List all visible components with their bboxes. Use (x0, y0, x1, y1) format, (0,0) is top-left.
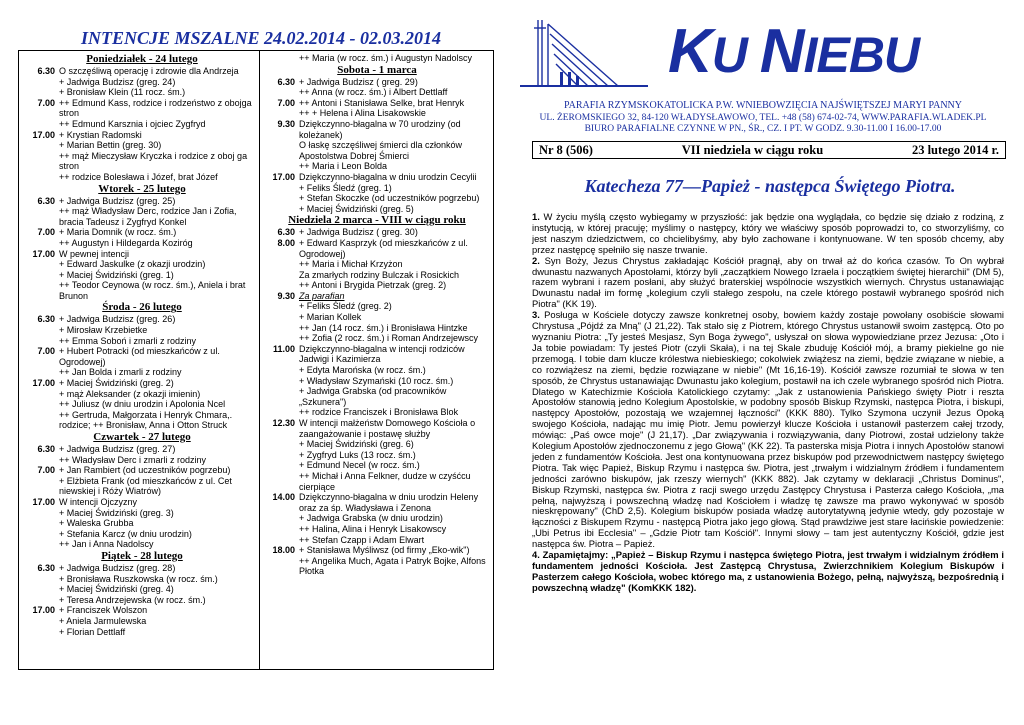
mass-intention-text: + Feliks Śledź (greg. 2) (299, 301, 392, 312)
mass-time (23, 410, 59, 431)
mass-intention-line (23, 66, 261, 77)
mass-intention-text: + Maciej Świdziński (greg. 6) (299, 439, 414, 450)
mass-intention-text: + Maria Domnik (w rocz. śm.) (59, 227, 177, 238)
mass-intention-line (263, 140, 491, 161)
mass-intention-line (23, 455, 261, 466)
mass-time (263, 376, 299, 387)
mass-intention-line (263, 301, 491, 312)
mass-intention-line (263, 460, 491, 471)
mass-intention-line (263, 227, 491, 238)
mass-intention-text: O łaskę szczęśliwej śmierci dla członków Apostolstwa Dobrej Śmierci (299, 140, 463, 161)
mass-time (23, 455, 59, 466)
mass-intention-line (23, 325, 261, 336)
mass-intention-text: + Feliks Śledź (greg. 1) (299, 182, 392, 193)
mass-intention-line (23, 270, 261, 281)
mass-intention-line (263, 259, 491, 270)
mass-intention-line (23, 465, 261, 476)
mass-intention-text: ++ Jan (14 rocz. śm.) i Bronisława Hintzke (299, 322, 468, 333)
mass-intention-text: + Maciej Świdziński (greg. 5) (299, 203, 414, 214)
mass-intention-line (263, 365, 491, 376)
day-heading: Wtorek - 25 lutego (98, 182, 186, 195)
mass-time (263, 460, 299, 471)
mass-intention-line (263, 183, 491, 194)
mass-time: 7.00 (37, 227, 55, 238)
mass-time (23, 529, 59, 540)
mass-intention-text: + Maciej Świdziński (greg. 3) (59, 507, 174, 518)
article-paragraph: 4. Zapamiętajmy: „Papież – Biskup Rzymu i następca świętego Piotra, jest trwałym i widzialnym źródłem i fundamentem jedności Kościoła. Jest Zastępcą Chrystusa, Zwierzchnikiem Kolegium Biskupów i Pasterzem całego Kościoła, wobec którego ma, z ustanowienia Bożego, pełną, najwyższą, bezpośrednią i powszechną władzę" (KomKKK 182). (532, 549, 1004, 593)
mass-intention-text: ++ Antoni i Stanisława Selke, brat Henryk (299, 97, 465, 108)
mass-intention-text: + Krystian Radomski (59, 129, 142, 140)
mass-intention-text: + Bronisława Ruszkowska (w rocz. śm.) (59, 573, 218, 584)
mass-intention-text: + Bronisław Klein (11 rocz. śm.) (59, 87, 186, 98)
article-paragraph: 2. Syn Boży, Jezus Chrystus zakładając Kościół pragnął, aby on trwał aż do końca czasów. To On wybrał dwunastu nazwanych Apostołami, którzy byli „zaczątkiem Nowego Izraela i początkiem świętej hierarchii" (DM 5), razem wybrani i razem posłani, aby służyć braterskiej wspólnocie wszystkich wiernych. Chrystus ustanawiając Dwunastu nadał im formę „kolegium czyli stałego zespołu, na czele którego postawił wybranego spośród nich Piotra" (KK 19). (532, 254, 1004, 310)
mass-intention-line (263, 172, 491, 183)
mass-time: 9.30 (277, 290, 295, 301)
mass-time: 17.00 (32, 496, 55, 507)
mass-intention-text: + Jadwiga Budzisz ( greg. 30) (299, 227, 418, 238)
mass-intention-text: + Władysław Szymański (10 rocz. śm.) (299, 375, 454, 386)
mass-intention-line (23, 151, 261, 172)
mass-time (263, 140, 299, 161)
mass-intention-line (23, 98, 261, 119)
mass-intention-line (263, 270, 491, 281)
mass-intention-line (23, 238, 261, 249)
mass-time (23, 627, 59, 638)
mass-time (23, 574, 59, 585)
mass-time (263, 193, 299, 204)
mass-intention-text: ++ Maria (w rocz. śm.) i Augustyn Nadolscy (299, 53, 473, 63)
mass-time: 17.00 (32, 378, 55, 389)
mass-intention-text: + Jadwiga Budzisz (greg. 25) (59, 195, 176, 206)
mass-intention-text: ++ Maria i Michał Krzyżon (299, 259, 403, 270)
issue-date: 23 lutego 2014 r. (911, 142, 999, 157)
mass-intention-line (263, 524, 491, 535)
issue-number: Nr 8 (506) (539, 142, 593, 157)
mass-intention-line (263, 450, 491, 461)
mass-time (263, 471, 299, 492)
mass-time (263, 333, 299, 344)
parish-office-hours: BIURO PARAFIALNE CZYNNE W PN., ŚR., CZ. I PT. W GODZ. 9.30-11.00 I 16.00-17.00 (584, 124, 942, 134)
mass-intention-text: ++ mąż Mieczysław Kryczka i rodzice z oboj ga stron (59, 150, 248, 172)
mass-intention-text: + Jadwiga Grabska (od pracowników „Szkunera") (299, 386, 447, 407)
masses-column-left (23, 53, 261, 637)
mass-intention-text: + Edward Jaskulke (z okazji urodzin) (59, 259, 206, 270)
mass-intention-text: O szczęśliwą operację i zdrowie dla Andrzeja (59, 66, 239, 76)
mass-intention-text: Dziękczynno-błagalna w dniu urodzin Cecylii (299, 171, 477, 182)
mass-intention-text: W intencji Ojczyzny (59, 496, 138, 507)
mass-intention-line (23, 346, 261, 367)
mass-intention-text: ++ rodzice Franciszek i Bronisława Blok (299, 407, 459, 418)
mass-time (263, 161, 299, 172)
mass-time (23, 151, 59, 172)
catechesis-article (532, 212, 1004, 594)
mass-intention-text: + Edmund Necel (w rocz. śm.) (299, 460, 420, 471)
mass-intention-text: + Jadwiga Budzisz (greg. 26) (59, 314, 176, 325)
mass-intention-text: ++ mąż Władysław Derc, rodzice Jan i Zofia, bracia Tadeusz i Zygfryd Konkel (59, 206, 237, 227)
mass-time: 6.30 (37, 444, 55, 454)
mass-intention-line (263, 238, 491, 259)
mass-intention-line (23, 119, 261, 130)
day-heading: Niedziela 2 marca - VIII w ciągu roku (288, 214, 466, 227)
mass-intention-line (23, 616, 261, 627)
mass-time (23, 206, 59, 227)
article-paragraph: 3. Posługa w Kościele dotyczy zawsze konkretnej osoby, bowiem każdy zostaje powołany osobiście słowami Chrystusa „Pójdź za Mną" (J 21,22). Tak stało się z Piotrem, którego Chrystus ustanowił swoim zastępcą. Oto po wyznaniu Piotra: „Ty jesteś Mesjasz, Syn Boga żywego", usłyszał on słowa wypowiedziane przez Jezusa: „Oto i Ja tobie powiadam: Ty jesteś Piotr (czyli Skała), i na tej Skale zbuduję Kościół mój, a bramy piekielne go nie przemogą. I tobie dam klucze królestwa niebieskiego; cokolwiek zwiążesz na ziemi, będzie związane w niebie, a co rozwiążesz na ziemi, będzie rozwiązane w niebie" (Mt 16,16-19). Kościół zawsze rozumiał te słowa w ten sposób, że Chrystus ustanawiając Dwunastu jako kolegium, postawił na ich czele wybranego spośród nich Piotra. Dlatego w Katechizmie Kościoła Katolickiego czytamy: „Jak z ustanowienia Pańskiego święty Piotr i reszta Apostołów stanowią jedno Kolegium Apostolskie, w podobny sposób Biskup Rzymski, następca Piotra, i biskupi, następcy Apostołów, pozostają we wzajemnej łączności" (KKK 880). Tylko Szymona uczynił Jezus Opoką swojego Kościoła, nadając mu imię Piotr. Jemu powierzył klucze Kościoła i ustanowił pasterzem całej trzody, mówiąc: „Paś owce moje" (J 21,17). „Dar związywania i rozwiązywania, dany Piotrowi, został udzielony także Kolegium Apostołów zjednoczonemu z jego Głową" (KK 22). Ta pasterska misja Piotra i innych Apostołów stanowi jeden z fundamentów Kościoła. Jest ona kontynuowana przez biskupów pod przewodnictwem następcy świętego Piotra. Tak więc Papież, Biskup Rzymu i następca św. Piotra, jest „trwałym i widzialnym źródłem i fundamentem jedności zarówno biskupów, jak rzeszy wiernych" (KKK 882). Jak czytamy w deklaracji „Christus Dominus", Biskup Rzymski, następca św. Piotra z racji swego urzędu Zastępcy Chrystusa i Pasterza całego Kościoła, „ma pełną, najwyższą i powszechną władzę nad Kościołem i władzę tę zawsze ma prawo wykonywać w sposób nieskrępowany" (ChD 2,5). Kolegium biskupów posiada władzę autorytatywną jedynie wtedy, gdy pozostaje w łączności z Biskupem Rzymu - następcą Piotra jako jego głową. Stąd prawdziwe jest stare łacińskie powiedzenie: „Ubi Petrus ibi Ecclesia" – „Gdzie Piotr tam Kościół". Innymi słowy – tam jest autentyczny Kościół, gdzie jest następca św. Piotra – Papież. (532, 309, 1004, 550)
mass-intention-line (263, 344, 491, 365)
mass-intention-text: + Hubert Potracki (od mieszkańców z ul. Ogrodowej) (59, 346, 220, 367)
mass-time (263, 301, 299, 312)
mass-intention-line (263, 556, 491, 577)
mass-intention-text: ++ Edmund Karsznia i ojciec Zygfryd (59, 118, 206, 129)
mass-intention-line (263, 376, 491, 387)
mass-intention-line (263, 407, 491, 418)
mass-intention-line (23, 605, 261, 616)
mass-intention-line (23, 87, 261, 98)
mass-intention-line (23, 314, 261, 325)
mass-time: 6.30 (277, 227, 295, 238)
masses-title: INTENCJE MSZALNE 24.02.2014 - 02.03.2014 (80, 28, 442, 48)
mass-time (23, 270, 59, 281)
mass-time: 17.00 (272, 171, 295, 182)
mass-time (263, 53, 299, 64)
mass-intention-text: + Maciej Świdziński (greg. 4) (59, 584, 174, 595)
mass-intention-line (263, 77, 491, 88)
mass-intention-text: ++ Emma Soboń i zmarli z rodziny (59, 335, 197, 346)
masses-column-right (263, 53, 491, 577)
mass-intention-line (263, 98, 491, 109)
mass-intention-text: W intencji małżeństw Domowego Kościoła o zaangażowanie i postawę służby (299, 418, 476, 439)
mass-time: 11.00 (272, 343, 295, 354)
mass-intention-line (23, 529, 261, 540)
mass-intention-line (23, 574, 261, 585)
mass-intention-text: + Aniela Jarmulewska (59, 615, 147, 626)
mass-intention-text: + Jadwiga Budzisz ( greg. 29) (299, 76, 418, 87)
mass-intention-text: ++ Maria i Leon Bolda (299, 161, 388, 172)
mass-intention-line (263, 119, 491, 140)
mass-time: 17.00 (32, 129, 55, 140)
mass-time (23, 87, 59, 98)
mass-intention-line (23, 399, 261, 410)
mass-intention-text: Dziękczynno-błagalna w 70 urodziny (od koleżanek) (299, 118, 461, 140)
masses-table (18, 50, 494, 670)
mass-intention-line (23, 206, 261, 227)
mass-intention-text: + Jadwiga Budzisz (greg. 28) (59, 562, 176, 573)
mass-intention-text: W pewnej intencji (59, 248, 130, 259)
mass-intention-line (23, 140, 261, 151)
mass-time: 8.00 (277, 237, 295, 248)
mass-intention-text: ++ Teodor Ceynowa (w rocz. śm.), Aniela i brat Brunon (59, 280, 246, 301)
mass-intention-line (263, 323, 491, 334)
mass-intention-line (263, 108, 491, 119)
mass-intention-text: ++ Antoni i Brygida Pietrzak (greg. 2) (299, 280, 447, 291)
mass-intention-line (263, 53, 491, 64)
mass-time (263, 323, 299, 334)
mass-intention-line (263, 471, 491, 492)
mass-time (263, 524, 299, 535)
mass-time (263, 450, 299, 461)
mass-intention-line (23, 196, 261, 207)
mass-intention-line (23, 508, 261, 519)
mass-time (263, 535, 299, 546)
mass-time (263, 386, 299, 407)
mass-intention-text: ++ Zofia (2 rocz. śm.) i Roman Andrzejewscy (299, 333, 479, 344)
mass-intention-text: + Stanisława Myśliwsz (od firmy „Eko-wik") (299, 545, 470, 556)
day-heading: Czwartek - 27 lutego (93, 431, 191, 443)
mass-time (263, 513, 299, 524)
church-logo-icon (518, 14, 658, 94)
mass-time (23, 399, 59, 410)
mass-intention-text: + Jadwiga Budzisz (greg. 24) (59, 76, 176, 87)
mass-intention-text: + Edyta Marońska (w rocz. śm.) (299, 365, 426, 376)
mass-time (263, 439, 299, 450)
day-heading: Sobota - 1 marca (337, 63, 417, 76)
mass-time: 17.00 (32, 248, 55, 259)
mass-intention-text: + Jadwiga Budzisz (greg. 27) (59, 444, 176, 454)
mass-intention-text: + mąż Aleksander (z okazji imienin) (59, 388, 201, 399)
mass-time (23, 140, 59, 151)
mass-intention-text: Dziękczynno-błagalna w dniu urodzin Heleny oraz za śp. Władysława i Zenona (299, 492, 479, 513)
mass-time: 7.00 (37, 465, 55, 476)
mass-time (23, 325, 59, 336)
mass-intention-text: ++ Władysław Derc i zmarli z rodziny (59, 454, 207, 465)
mass-intention-text: + Maciej Świdziński (greg. 2) (59, 378, 174, 389)
mass-time (23, 595, 59, 606)
mass-intention-line (23, 595, 261, 606)
mass-time: 7.00 (37, 97, 55, 108)
mass-time: 12.30 (272, 418, 295, 428)
mass-time (23, 367, 59, 378)
mass-intention-line (263, 312, 491, 323)
mass-intention-text: + Maciej Świdziński (greg. 1) (59, 269, 174, 280)
mass-intention-text: + Stefan Skoczke (od uczestników pogrzebu) (299, 193, 480, 204)
mass-intention-text: ++ Halina, Alina i Henryk Lisakowscy (299, 523, 447, 534)
parish-name: PARAFIA RZYMSKOKATOLICKA P.W. WNIEBOWZIĘCIA NAJŚWIĘTSZEJ MARYI PANNY (563, 100, 962, 111)
newsletter-header (518, 14, 1010, 154)
mass-intention-text: Dziękczynno-błagalna w intencji rodziców Jadwigi i Kazimierza (299, 343, 465, 365)
catechesis-title: Katecheza 77—Papież - następca Świętego Piotra. (584, 176, 956, 196)
mass-intention-line (263, 193, 491, 204)
mass-intention-line (23, 259, 261, 270)
mass-time: 9.30 (277, 118, 295, 129)
mass-intention-line (23, 389, 261, 400)
issue-sunday: VII niedziela w ciągu roku (681, 142, 824, 157)
mass-intention-text: ++ Michał i Anna Felkner, dudze w czyśćcu cierpiące (299, 470, 471, 492)
mass-time (263, 280, 299, 291)
mass-time (263, 270, 299, 281)
mass-intention-line (263, 333, 491, 344)
mass-time: 14.00 (272, 492, 295, 503)
mass-time (23, 508, 59, 519)
mass-intention-text: ++ rodzice Bolesława i Józef, brat Józef (59, 171, 218, 182)
mass-intention-text: + Edward Kasprzyk (od mieszkańców z ul. Ogrodowej) (299, 237, 468, 259)
mass-time (263, 87, 299, 98)
mass-intention-text: ++ Jan Bolda i zmarli z rodziny (59, 367, 182, 378)
mass-intention-line (23, 249, 261, 260)
mass-time (23, 119, 59, 130)
mass-intention-text: + Marian Bettin (greg. 30) (59, 140, 162, 151)
mass-time: 17.00 (32, 605, 55, 616)
mass-time: 7.00 (277, 97, 295, 108)
mass-time (23, 539, 59, 550)
issue-bar (532, 141, 1006, 159)
mass-intention-text: + Elżbieta Frank (od mieszkańców z ul. Cet niewskiej i Róży Wiatrów) (59, 475, 232, 497)
mass-intention-line (263, 513, 491, 524)
mass-intention-line (23, 584, 261, 595)
mass-time (23, 389, 59, 400)
mass-time (23, 518, 59, 529)
mass-intention-text: + Teresa Andrzejewska (w rocz. śm.) (59, 594, 206, 605)
mass-intention-line (263, 545, 491, 556)
mass-intention-line (263, 291, 491, 302)
mass-intention-text: ++ Anna (w rocz. śm.) i Albert Dettlaff (299, 87, 448, 98)
mass-time (23, 584, 59, 595)
mass-intention-line (23, 563, 261, 574)
mass-time (263, 365, 299, 376)
mass-intention-text: ++ Stefan Czapp i Adam Elwart (299, 534, 425, 545)
mass-intention-line (23, 410, 261, 431)
mass-time: 18.00 (272, 545, 295, 556)
mass-intention-line (263, 386, 491, 407)
mass-intention-text: ++ Edmund Kass, rodzice i rodzeństwo z obojga stron (59, 97, 252, 119)
mass-intention-line (23, 172, 261, 183)
day-heading: Środa - 26 lutego (102, 301, 182, 314)
mass-time (23, 476, 59, 497)
mass-intention-text: + Mirosław Krzebietke (59, 325, 148, 336)
mass-intention-line (23, 77, 261, 88)
mass-intention-text: Za parafian (299, 290, 345, 301)
mass-intention-text: + Stefania Karcz (w dniu urodzin) (59, 528, 192, 539)
mass-intention-text: ++ Angelika Much, Agata i Patryk Bojke, Alfons Płotka (299, 555, 486, 577)
mass-intention-line (263, 535, 491, 546)
mass-time (23, 616, 59, 627)
mass-intention-line (23, 130, 261, 141)
mass-time (263, 312, 299, 323)
mass-time: 6.30 (37, 314, 55, 325)
mass-intention-line (23, 336, 261, 347)
mass-time (263, 259, 299, 270)
mass-intention-line (23, 280, 261, 301)
mass-intention-text: + Zygfryd Luks (13 rocz. śm.) (299, 449, 416, 460)
mass-intention-text: ++ Juliusz (w dniu urodzin i Apolonia Ncel (59, 399, 226, 410)
mass-intention-line (263, 204, 491, 215)
mass-intention-text: ++ Augustyn i Hildegarda Koziróg (59, 237, 193, 248)
mass-intention-line (263, 161, 491, 172)
mass-intention-line (23, 539, 261, 550)
mass-intention-text: + Florian Dettlaff (59, 626, 126, 637)
mass-intention-text: ++ Jan i Anna Nadolscy (59, 539, 154, 550)
mass-time: 6.30 (277, 76, 295, 87)
mass-intention-line (23, 444, 261, 455)
mass-intention-line (23, 227, 261, 238)
mass-intention-text: + Franciszek Wolszon (59, 605, 148, 616)
mass-time (23, 172, 59, 183)
mass-intention-text: + Waleska Grubba (59, 518, 134, 529)
mass-intention-line (263, 280, 491, 291)
mass-intention-text: + Jan Rambiert (od uczestników pogrzebu) (59, 465, 231, 476)
mass-intention-line (23, 378, 261, 389)
mass-time (263, 407, 299, 418)
mass-intention-line (23, 627, 261, 638)
mass-intention-text: + Marian Kollek (299, 312, 362, 323)
mass-time: 6.30 (37, 66, 55, 76)
mass-intention-line (263, 87, 491, 98)
parish-address: UL. ŻEROMSKIEGO 32, 84-120 WŁADYSŁAWOWO, TEL. +48 (58) 674-02-74, WWW.PARAFIA.WLADEK.PL (539, 113, 987, 123)
mass-time (263, 204, 299, 215)
article-paragraph: 1. W życiu myślą często wybiegamy w przyszłość: jak będzie ona wyglądała, co będzie się działo z rodziną, z instytucją, w której pracuję; myślimy o następcy, który we właściwy sposób poprowadzi to, co stworzyliśmy, co jest naszym dziedzictwem, co chcielibyśmy, aby było zachowane i kontynuowane. W ten sposób chcemy, aby przez następcę spełniło się nasze trwanie. (532, 211, 1004, 255)
day-heading: Poniedziałek - 24 lutego (86, 53, 198, 65)
mass-intention-text: Za zmarłych rodziny Bulczak i Rosickich (299, 269, 460, 280)
mass-time: 6.30 (37, 562, 55, 573)
mass-intention-text: ++ + Helena i Alina Lisakowskie (299, 108, 426, 119)
mass-intention-line (23, 476, 261, 497)
mass-time (263, 183, 299, 194)
mass-time (23, 336, 59, 347)
brand-title: KU NIEBU (668, 17, 920, 86)
mass-intention-line (23, 497, 261, 508)
mass-time (23, 259, 59, 270)
mass-intention-line (263, 418, 491, 439)
mass-intention-line (23, 367, 261, 378)
mass-time: 6.30 (37, 195, 55, 206)
mass-time: 7.00 (37, 346, 55, 357)
mass-intention-line (263, 439, 491, 450)
mass-intention-line (23, 518, 261, 529)
mass-time (263, 556, 299, 577)
mass-intention-text: + Jadwiga Grabska (w dniu urodzin) (299, 513, 443, 524)
mass-time (23, 280, 59, 301)
mass-time (23, 238, 59, 249)
mass-time (23, 77, 59, 88)
mass-intention-text: ++ Gertruda, Małgorzata i Henryk Chmara,. rodzice; ++ Bronisław, Anna i Otton Struck (59, 409, 233, 431)
mass-time (263, 108, 299, 119)
day-heading: Piątek - 28 lutego (101, 549, 183, 562)
mass-intention-line (263, 492, 491, 513)
